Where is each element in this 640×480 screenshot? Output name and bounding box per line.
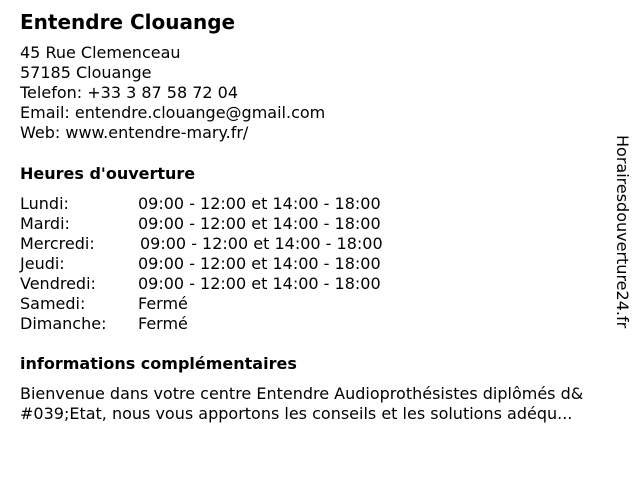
contact-block <box>20 43 325 143</box>
day-hours: Fermé <box>138 314 188 333</box>
day-hours: 09:00 - 12:00 et 14:00 - 18:00 <box>140 234 383 253</box>
hours-heading: Heures d'ouverture <box>20 164 196 183</box>
day-hours: 09:00 - 12:00 et 14:00 - 18:00 <box>138 214 381 233</box>
business-name: Entendre Clouange <box>20 10 236 34</box>
day-hours: 09:00 - 12:00 et 14:00 - 18:00 <box>138 254 381 273</box>
day-label: Mercredi: <box>20 234 95 253</box>
phone-number: Telefon: +33 3 87 58 72 04 <box>20 83 239 102</box>
info-line: Bienvenue dans votre centre Entendre Audioprothésistes diplômés d& <box>20 384 584 403</box>
day-hours: 09:00 - 12:00 et 14:00 - 18:00 <box>138 194 381 213</box>
website: Web: www.entendre-mary.fr/ <box>20 123 249 142</box>
day-label: Jeudi: <box>20 254 65 273</box>
day-hours: Fermé <box>138 294 188 313</box>
day-label: Vendredi: <box>20 274 96 293</box>
day-label: Dimanche: <box>20 314 107 333</box>
email-address: Email: entendre.clouange@gmail.com <box>20 103 326 122</box>
info-description <box>20 384 630 424</box>
info-line: #039;Etat, nous vous apportons les conseils et les solutions adéqu... <box>20 404 573 423</box>
address-city: 57185 Clouange <box>20 63 152 82</box>
day-label: Mardi: <box>20 214 70 233</box>
address-street: 45 Rue Clemenceau <box>20 43 181 62</box>
day-label: Samedi: <box>20 294 86 313</box>
day-label: Lundi: <box>20 194 69 213</box>
info-heading: informations complémentaires <box>20 354 297 373</box>
day-hours: 09:00 - 12:00 et 14:00 - 18:00 <box>138 274 381 293</box>
site-watermark: Horairesdouverture24.fr <box>613 135 632 329</box>
